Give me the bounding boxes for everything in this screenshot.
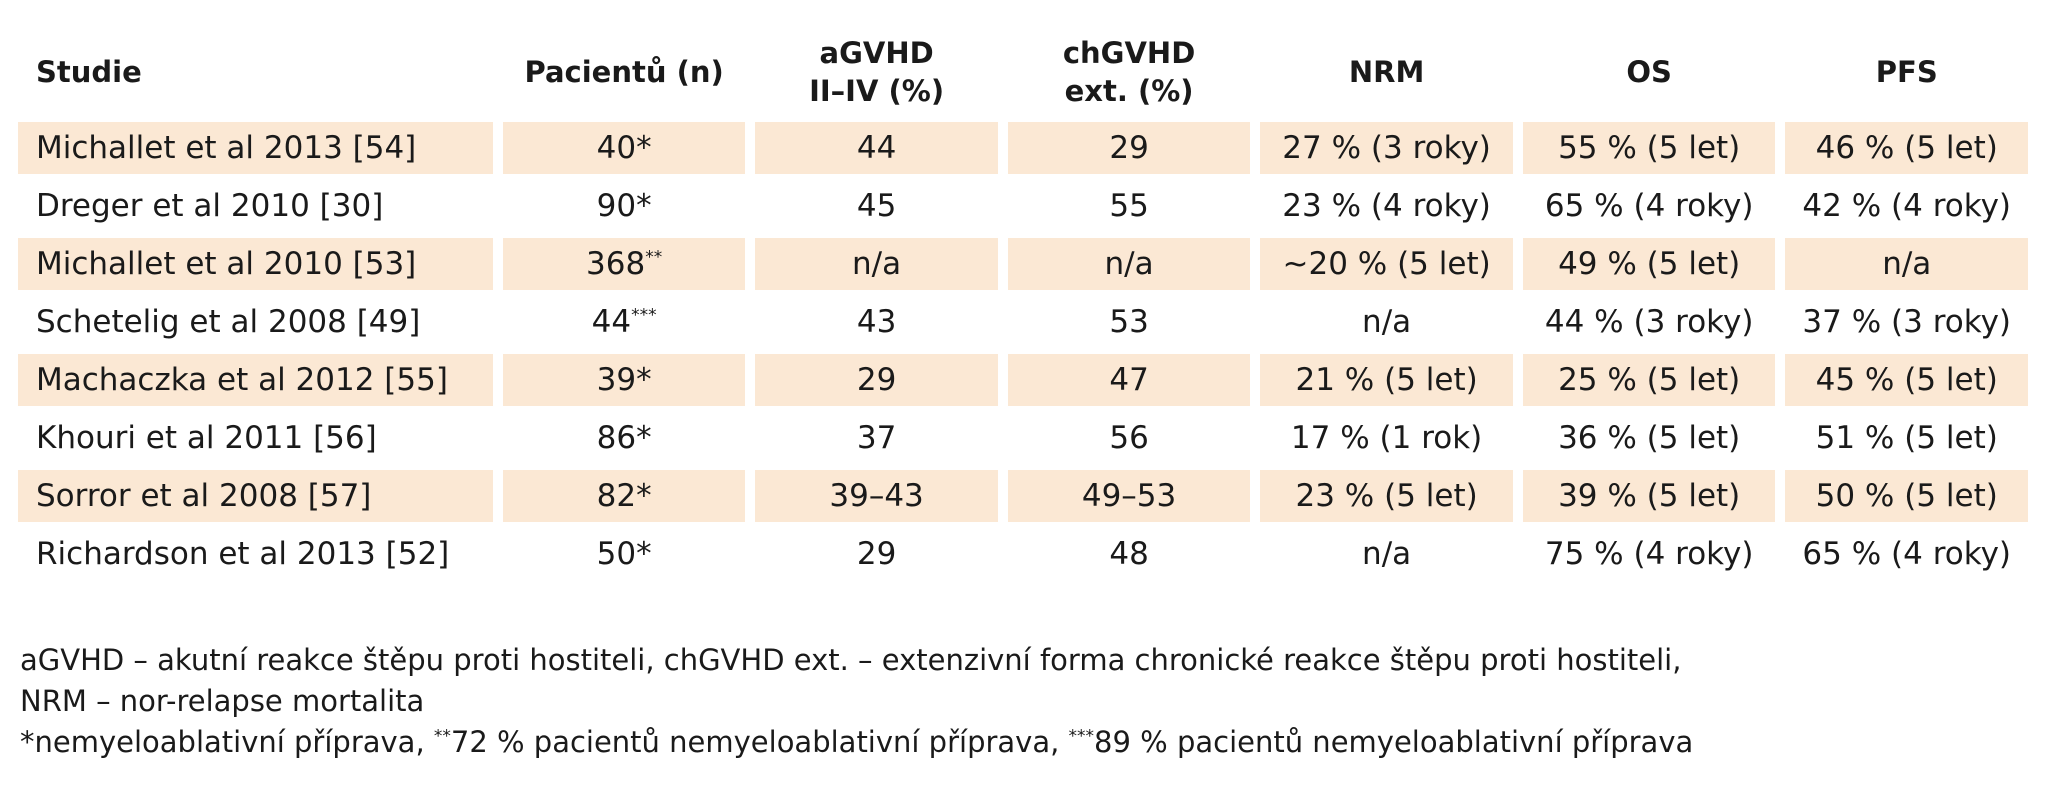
cell-agvhd-text: 44 <box>856 130 897 166</box>
cell-pfs <box>1785 238 2028 290</box>
cell-os <box>1523 296 1776 348</box>
cell-study <box>18 412 493 464</box>
header-nrm <box>1260 28 1513 116</box>
cell-chgvhd-text: 48 <box>1109 536 1149 572</box>
cell-chgvhd-text: 55 <box>1109 188 1149 224</box>
footnote-line-2: NRM – nor-relapse mortalita <box>20 684 425 718</box>
cell-study <box>18 122 493 174</box>
cell-chgvhd <box>1008 412 1250 464</box>
cell-patients-mark: ** <box>645 247 663 268</box>
cell-study-text: Michallet et al 2010 [53] <box>36 246 417 282</box>
cell-chgvhd-text: 29 <box>1109 130 1149 166</box>
table-row <box>18 238 2028 290</box>
footnote-part-1: *nemyeloablativní příprava, <box>20 725 434 759</box>
cell-agvhd <box>755 412 997 464</box>
cell-patients <box>503 122 745 174</box>
table-row <box>18 296 2028 348</box>
cell-nrm-text: n/a <box>1362 304 1412 340</box>
cell-chgvhd-text: 47 <box>1109 362 1149 398</box>
footnotes <box>20 640 2050 763</box>
footnote-part-2: 72 % pacientů nemyeloablativní příprava, <box>450 725 1069 759</box>
header-agvhd-line2: II–IV (%) <box>809 74 945 108</box>
cell-nrm <box>1260 238 1513 290</box>
table-row <box>18 354 2028 406</box>
cell-pfs-text: 50 % (5 let) <box>1815 478 1998 514</box>
header-chgvhd <box>1008 28 1250 116</box>
cell-os <box>1523 528 1776 580</box>
cell-patients <box>503 528 745 580</box>
cell-chgvhd <box>1008 470 1250 522</box>
cell-study <box>18 470 493 522</box>
header-study <box>18 28 493 116</box>
cell-pfs <box>1785 180 2028 232</box>
cell-patients-text: 82* <box>596 478 652 514</box>
cell-nrm-text: 27 % (3 roky) <box>1282 130 1491 166</box>
cell-chgvhd <box>1008 122 1250 174</box>
cell-pfs <box>1785 122 2028 174</box>
cell-nrm-text: ~20 % (5 let) <box>1282 246 1491 282</box>
cell-os <box>1523 122 1776 174</box>
cell-patients-text: 40* <box>596 130 652 166</box>
cell-os-text: 65 % (4 roky) <box>1544 188 1754 224</box>
cell-patients-text: 368 <box>586 246 646 282</box>
cell-os-text: 36 % (5 let) <box>1558 420 1741 456</box>
cell-study-text: Machaczka et al 2012 [55] <box>36 362 448 398</box>
cell-study-text: Sorror et al 2008 [57] <box>36 478 372 514</box>
cell-patients <box>503 470 745 522</box>
cell-chgvhd-text: 56 <box>1109 420 1149 456</box>
cell-study <box>18 238 493 290</box>
cell-chgvhd <box>1008 528 1250 580</box>
cell-pfs-text: 37 % (3 roky) <box>1802 304 2012 340</box>
cell-study <box>18 528 493 580</box>
cell-pfs-text: 42 % (4 roky) <box>1802 188 2012 224</box>
cell-agvhd-text: 45 <box>856 188 897 224</box>
header-agvhd <box>755 28 997 116</box>
cell-os-text: 49 % (5 let) <box>1558 246 1741 282</box>
cell-study-text: Michallet et al 2013 [54] <box>36 130 417 166</box>
cell-os-text: 75 % (4 roky) <box>1544 536 1754 572</box>
cell-pfs <box>1785 354 2028 406</box>
footnote-part-3: 89 % pacientů nemyeloablativní příprava <box>1094 725 1694 759</box>
header-chgvhd-line2: ext. (%) <box>1064 74 1194 108</box>
cell-nrm <box>1260 122 1513 174</box>
header-patients-line1: Pacientů (n) <box>524 55 724 89</box>
cell-os <box>1523 470 1776 522</box>
cell-pfs <box>1785 296 2028 348</box>
cell-pfs <box>1785 412 2028 464</box>
table-body <box>18 122 2028 580</box>
table-row <box>18 470 2028 522</box>
footnote-line-1: aGVHD – akutní reakce štěpu proti hostiteli, chGVHD ext. – extenzivní forma chronické reakce štěpu proti hostiteli, <box>20 643 1682 677</box>
cell-pfs <box>1785 470 2028 522</box>
cell-os-text: 55 % (5 let) <box>1558 130 1741 166</box>
cell-patients <box>503 180 745 232</box>
cell-nrm <box>1260 180 1513 232</box>
header-pfs <box>1785 28 2028 116</box>
cell-agvhd <box>755 180 997 232</box>
cell-patients-text: 90* <box>596 188 652 224</box>
cell-os-text: 25 % (5 let) <box>1558 362 1741 398</box>
cell-nrm <box>1260 528 1513 580</box>
header-pfs-line1: PFS <box>1875 55 1938 89</box>
cell-pfs-text: 46 % (5 let) <box>1815 130 1998 166</box>
cell-study <box>18 180 493 232</box>
header-study-line1: Studie <box>36 55 142 89</box>
footnote-line-3 <box>20 722 2050 763</box>
cell-pfs-text: n/a <box>1882 246 1932 282</box>
cell-os <box>1523 412 1776 464</box>
header-nrm-line1: NRM <box>1348 55 1425 89</box>
cell-pfs <box>1785 528 2028 580</box>
cell-agvhd-text: n/a <box>852 246 902 282</box>
cell-agvhd <box>755 238 997 290</box>
cell-study <box>18 296 493 348</box>
cell-pfs-text: 51 % (5 let) <box>1815 420 1998 456</box>
table-row <box>18 180 2028 232</box>
cell-agvhd-text: 29 <box>856 536 897 572</box>
cell-nrm <box>1260 470 1513 522</box>
cell-nrm <box>1260 354 1513 406</box>
cell-nrm <box>1260 412 1513 464</box>
cell-chgvhd-text: n/a <box>1104 246 1154 282</box>
cell-patients <box>503 238 745 290</box>
cell-os <box>1523 238 1776 290</box>
cell-chgvhd <box>1008 354 1250 406</box>
cell-pfs-text: 45 % (5 let) <box>1815 362 1998 398</box>
cell-os <box>1523 180 1776 232</box>
header-os <box>1523 28 1776 116</box>
cell-patients <box>503 354 745 406</box>
cell-patients-text: 50* <box>596 536 652 572</box>
cell-agvhd <box>755 296 997 348</box>
cell-chgvhd <box>1008 180 1250 232</box>
cell-patients-text: 39* <box>596 362 652 398</box>
cell-agvhd <box>755 470 997 522</box>
table-row <box>18 528 2028 580</box>
cell-os-text: 39 % (5 let) <box>1558 478 1741 514</box>
cell-os <box>1523 354 1776 406</box>
results-table <box>8 22 2038 586</box>
cell-nrm-text: 23 % (4 roky) <box>1282 188 1491 224</box>
cell-study-text: Dreger et al 2010 [30] <box>36 188 384 224</box>
cell-agvhd-text: 29 <box>856 362 897 398</box>
cell-study-text: Schetelig et al 2008 [49] <box>36 304 421 340</box>
table-row <box>18 412 2028 464</box>
cell-chgvhd <box>1008 296 1250 348</box>
cell-chgvhd-text: 53 <box>1109 304 1149 340</box>
cell-nrm-text: 17 % (1 rok) <box>1290 420 1483 456</box>
cell-nrm <box>1260 296 1513 348</box>
table-header-row <box>18 28 2028 116</box>
cell-nrm-text: n/a <box>1362 536 1412 572</box>
header-agvhd-line1: aGVHD <box>819 36 934 70</box>
cell-patients <box>503 412 745 464</box>
cell-agvhd-text: 37 <box>856 420 897 456</box>
cell-agvhd <box>755 122 997 174</box>
header-os-line1: OS <box>1626 55 1672 89</box>
cell-study-text: Khouri et al 2011 [56] <box>36 420 377 456</box>
header-chgvhd-line1: chGVHD <box>1062 36 1196 70</box>
cell-agvhd-text: 43 <box>856 304 897 340</box>
cell-os-text: 44 % (3 roky) <box>1544 304 1754 340</box>
cell-patients-text: 44 <box>591 304 632 340</box>
cell-agvhd <box>755 354 997 406</box>
footnote-mark-3: *** <box>1068 726 1095 747</box>
cell-agvhd-text: 39–43 <box>829 478 924 514</box>
table-row <box>18 122 2028 174</box>
cell-patients-mark: *** <box>631 305 657 326</box>
cell-study-text: Richardson et al 2013 [52] <box>36 536 450 572</box>
cell-pfs-text: 65 % (4 roky) <box>1802 536 2012 572</box>
header-patients <box>503 28 745 116</box>
cell-study <box>18 354 493 406</box>
footnote-mark-2: ** <box>433 726 451 747</box>
cell-patients-text: 86* <box>596 420 652 456</box>
cell-nrm-text: 21 % (5 let) <box>1295 362 1478 398</box>
cell-patients <box>503 296 745 348</box>
cell-nrm-text: 23 % (5 let) <box>1295 478 1478 514</box>
cell-agvhd <box>755 528 997 580</box>
cell-chgvhd-text: 49–53 <box>1081 478 1177 514</box>
cell-chgvhd <box>1008 238 1250 290</box>
